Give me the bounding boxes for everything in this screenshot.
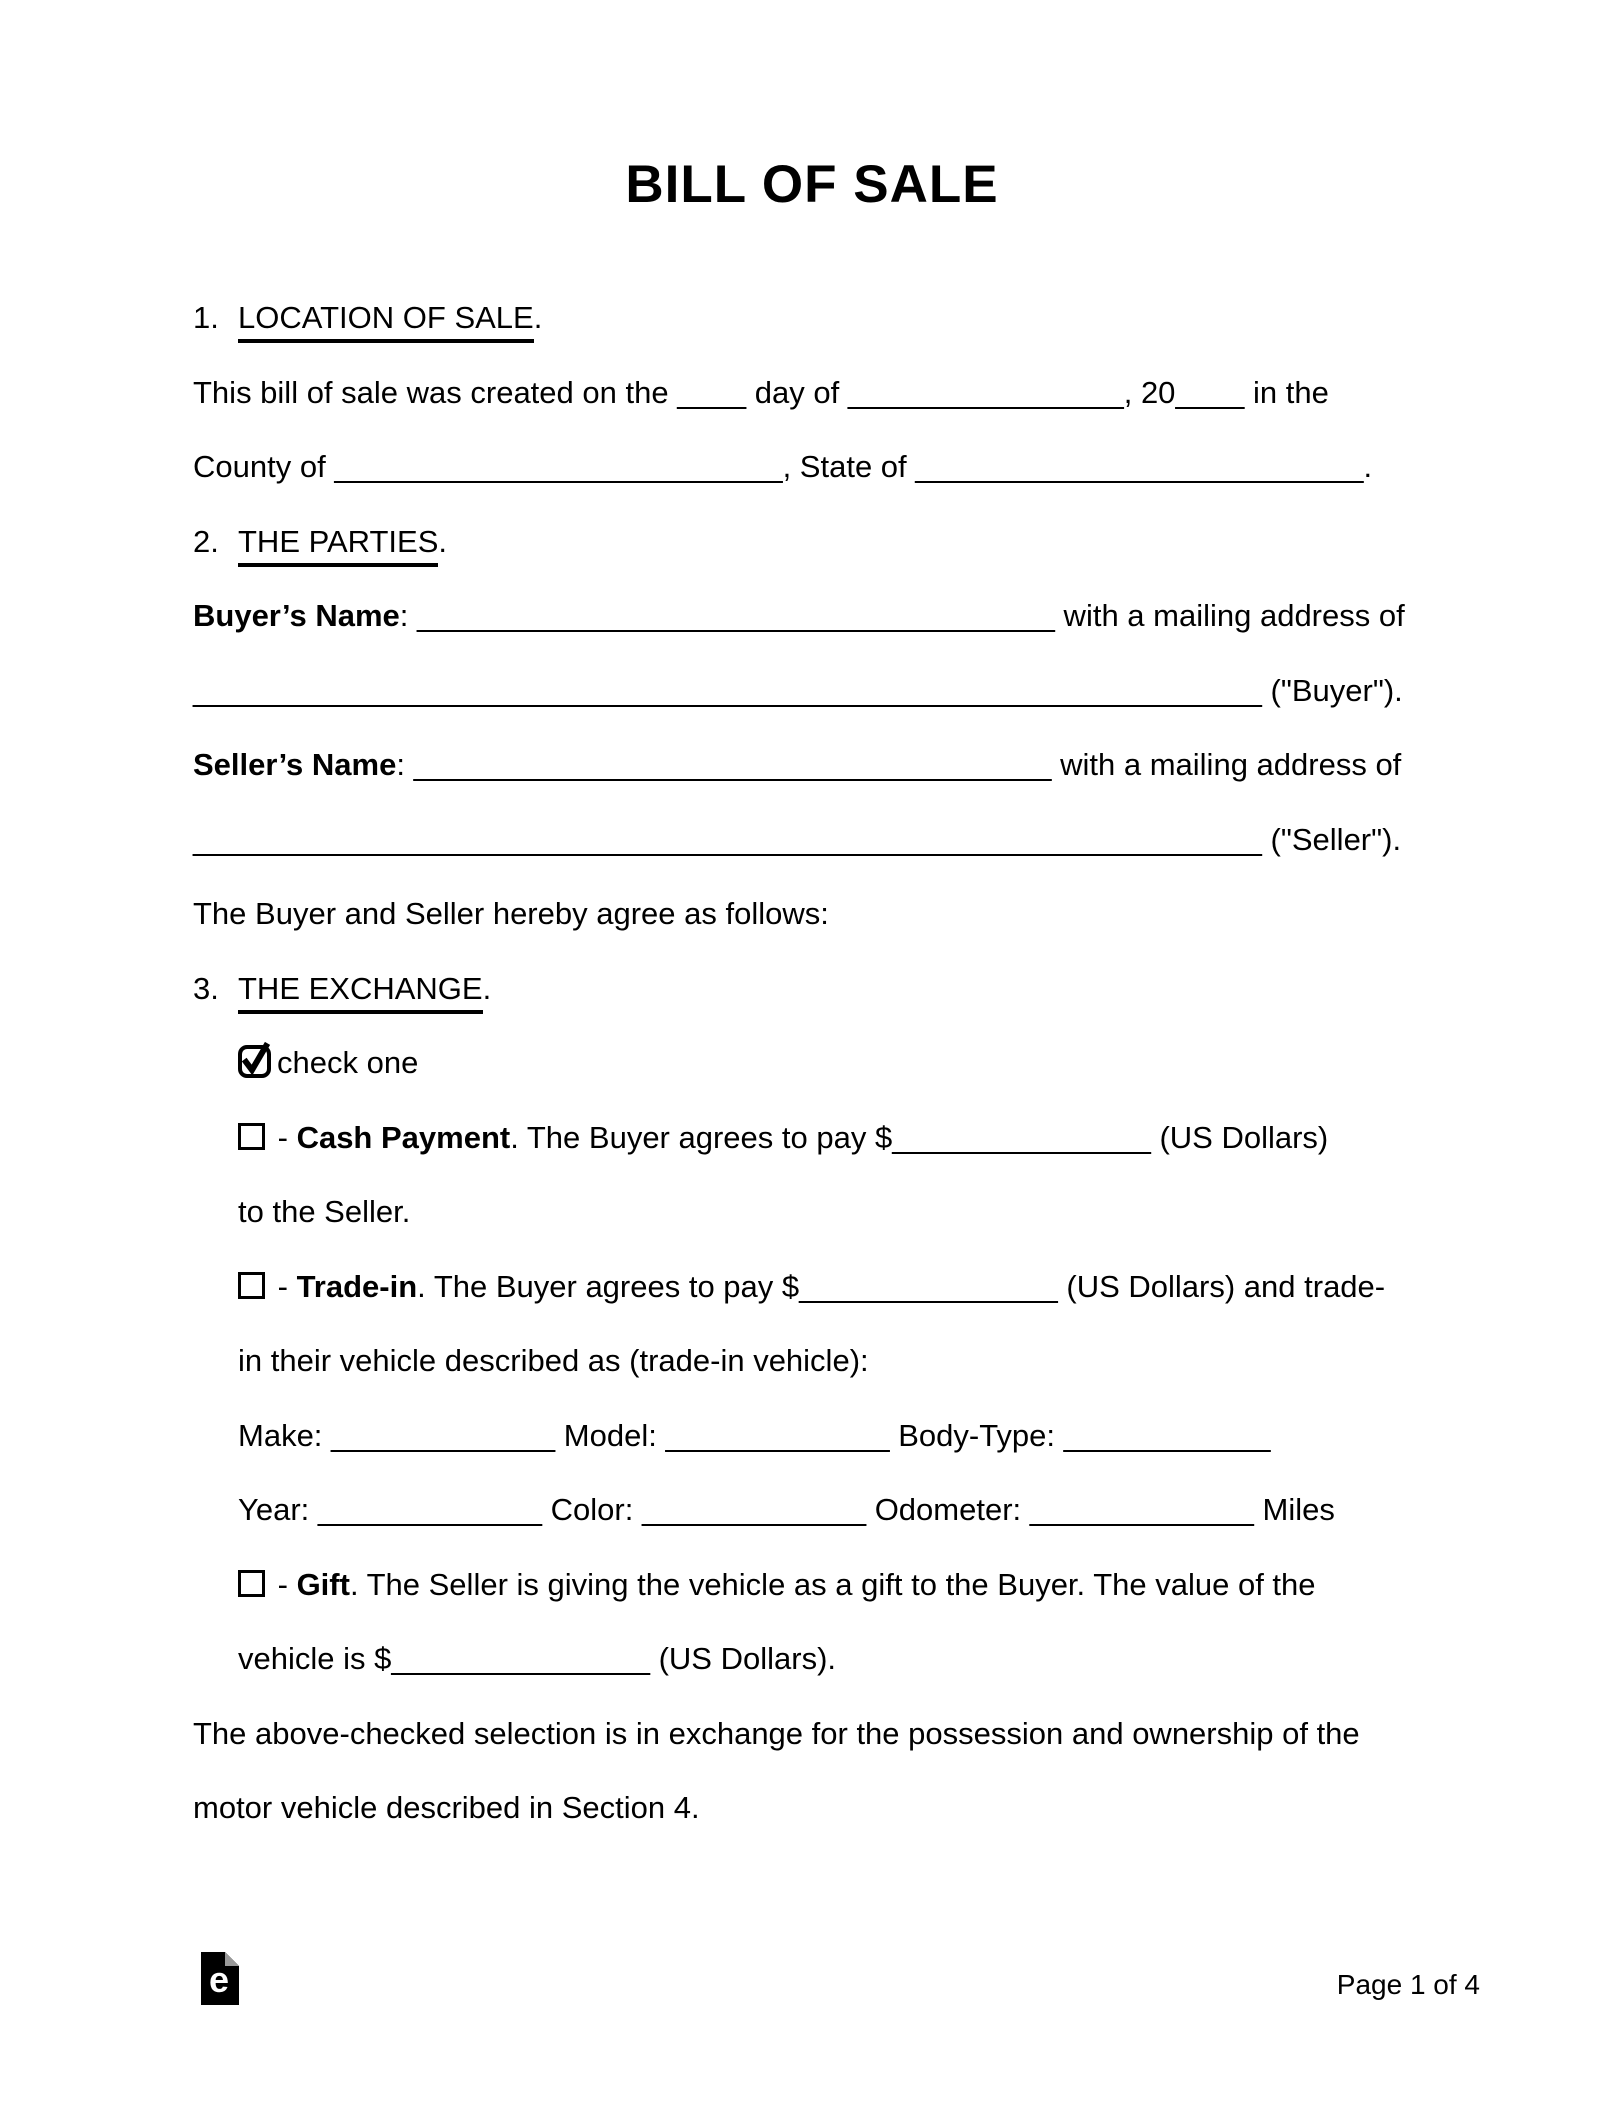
gift-text-1: . The Seller is giving the vehicle as a gift to the Buyer. The value of the: [349, 1566, 1316, 1602]
month-blank-field[interactable]: ________________: [847, 374, 1124, 410]
trade-text-2: (US Dollars) and trade-: [1057, 1268, 1386, 1304]
model-blank-field[interactable]: _____________: [665, 1417, 890, 1453]
color-label: Color:: [542, 1492, 642, 1527]
line-county-state: [0, 430, 1624, 505]
gift-checkbox-icon[interactable]: [238, 1570, 265, 1597]
line-check-one: [0, 1026, 1624, 1101]
seller-tag-text: ("Seller").: [1261, 821, 1402, 857]
trade-dash: -: [269, 1268, 297, 1304]
day-blank-field[interactable]: ____: [677, 374, 747, 410]
buyer-address-blank-field[interactable]: ______________________________________________________________: [193, 672, 1262, 708]
section1-number: 1.: [193, 300, 219, 335]
county-label: County of: [193, 449, 335, 484]
gift-value-text-2: (US Dollars).: [649, 1641, 836, 1676]
checked-checkbox-icon[interactable]: [238, 1045, 271, 1078]
vehicle-year-blank-field[interactable]: _____________: [317, 1492, 543, 1527]
gift-label: Gift: [296, 1566, 350, 1602]
check-one-label: check one: [277, 1045, 419, 1080]
cash-amount-blank-field[interactable]: _______________: [892, 1119, 1151, 1155]
section3-number: 3.: [193, 970, 219, 1006]
line-buyer-address: [0, 654, 1624, 729]
miles-suffix: Miles: [1253, 1492, 1335, 1527]
created-text-2: day of: [746, 374, 848, 410]
cash-payment-checkbox-icon[interactable]: [238, 1123, 265, 1150]
cash-dash: -: [269, 1119, 297, 1155]
line-seller-address: [0, 803, 1624, 878]
seller-name-label: Seller’s Name: [193, 747, 397, 782]
buyer-name-label: Buyer’s Name: [193, 598, 400, 633]
buyer-name-after-text: with a mailing address of: [1054, 598, 1405, 633]
line-closing-1: The above-checked selection is in exchange for the possession and ownership of the: [193, 1715, 1360, 1751]
seller-name-after-text: with a mailing address of: [1051, 747, 1402, 782]
section3-heading-line: [0, 952, 1624, 1027]
section1-heading-period: .: [533, 300, 543, 335]
odometer-blank-field[interactable]: _____________: [1029, 1492, 1254, 1527]
body-type-blank-field[interactable]: ____________: [1063, 1417, 1271, 1453]
line-gift-continuation: [0, 1622, 1624, 1697]
model-label: Model:: [555, 1417, 666, 1453]
line-agreement-intro: The Buyer and Seller hereby agree as follows:: [193, 896, 829, 931]
seller-address-blank-field[interactable]: ______________________________________________________________: [193, 821, 1262, 857]
cash-payment-label: Cash Payment: [296, 1119, 511, 1155]
trade-text-1: . The Buyer agrees to pay $: [417, 1268, 800, 1304]
line-created-on: [0, 356, 1624, 431]
section1-heading-line: [0, 281, 1624, 356]
section3-heading: THE EXCHANGE: [238, 971, 483, 1014]
line-closing-2: motor vehicle described in Section 4.: [193, 1790, 700, 1825]
gift-value-text-1: vehicle is $: [238, 1641, 392, 1676]
county-line-period: .: [1363, 449, 1373, 484]
cash-text-2: (US Dollars): [1150, 1119, 1329, 1155]
seller-name-colon: :: [396, 747, 414, 782]
section2-heading: THE PARTIES: [238, 524, 438, 567]
line-buyer-name: [0, 579, 1624, 654]
line-cash-payment: [0, 1101, 1624, 1176]
page-number-label: Page 1 of 4: [1336, 1969, 1480, 2000]
section1-heading: LOCATION OF SALE: [238, 300, 534, 343]
buyer-name-colon: :: [399, 598, 418, 633]
line-gift: [0, 1548, 1624, 1623]
line-seller-name: [0, 728, 1624, 803]
year-blank-field[interactable]: ____: [1175, 374, 1245, 410]
line-trade-in: [0, 1250, 1624, 1325]
line-vehicle-row2: [0, 1473, 1624, 1548]
buyer-tag-text: ("Buyer").: [1261, 672, 1403, 708]
page-title: BILL OF SALE: [625, 155, 999, 214]
year-label: Year:: [238, 1492, 318, 1527]
section2-heading-period: .: [438, 523, 448, 559]
gift-value-blank-field[interactable]: _______________: [391, 1641, 650, 1676]
eforms-logo: [201, 1952, 239, 2010]
trade-in-checkbox-icon[interactable]: [238, 1272, 265, 1299]
section2-number: 2.: [193, 523, 219, 559]
created-text-3: , 20: [1123, 374, 1176, 410]
county-blank-field[interactable]: __________________________: [334, 449, 783, 484]
line-vehicle-row1: [0, 1399, 1624, 1474]
document-body: [0, 281, 1624, 1846]
section2-heading-line: [0, 505, 1624, 580]
line-trade-continuation: in their vehicle described as (trade-in vehicle):: [238, 1343, 869, 1378]
created-text-4: in the: [1244, 374, 1329, 410]
make-blank-field[interactable]: _____________: [331, 1417, 556, 1453]
odometer-label: Odometer:: [866, 1492, 1030, 1527]
line-cash-continuation: to the Seller.: [238, 1194, 411, 1229]
buyer-name-blank-field[interactable]: _____________________________________: [417, 598, 1055, 633]
state-blank-field[interactable]: __________________________: [915, 449, 1364, 484]
created-text-1: This bill of sale was created on the: [193, 374, 678, 410]
color-blank-field[interactable]: _____________: [641, 1492, 867, 1527]
section3-heading-period: .: [482, 970, 492, 1006]
gift-dash: -: [269, 1566, 297, 1602]
state-label: , State of: [782, 449, 916, 484]
seller-name-blank-field[interactable]: _____________________________________: [413, 747, 1052, 782]
trade-amount-blank-field[interactable]: _______________: [799, 1268, 1058, 1304]
body-type-label: Body-Type:: [889, 1417, 1064, 1453]
trade-in-label: Trade-in: [296, 1268, 418, 1304]
eforms-logo-letter: e: [208, 1959, 230, 2000]
make-label: Make:: [238, 1417, 332, 1453]
cash-text-1: . The Buyer agrees to pay $: [510, 1119, 893, 1155]
